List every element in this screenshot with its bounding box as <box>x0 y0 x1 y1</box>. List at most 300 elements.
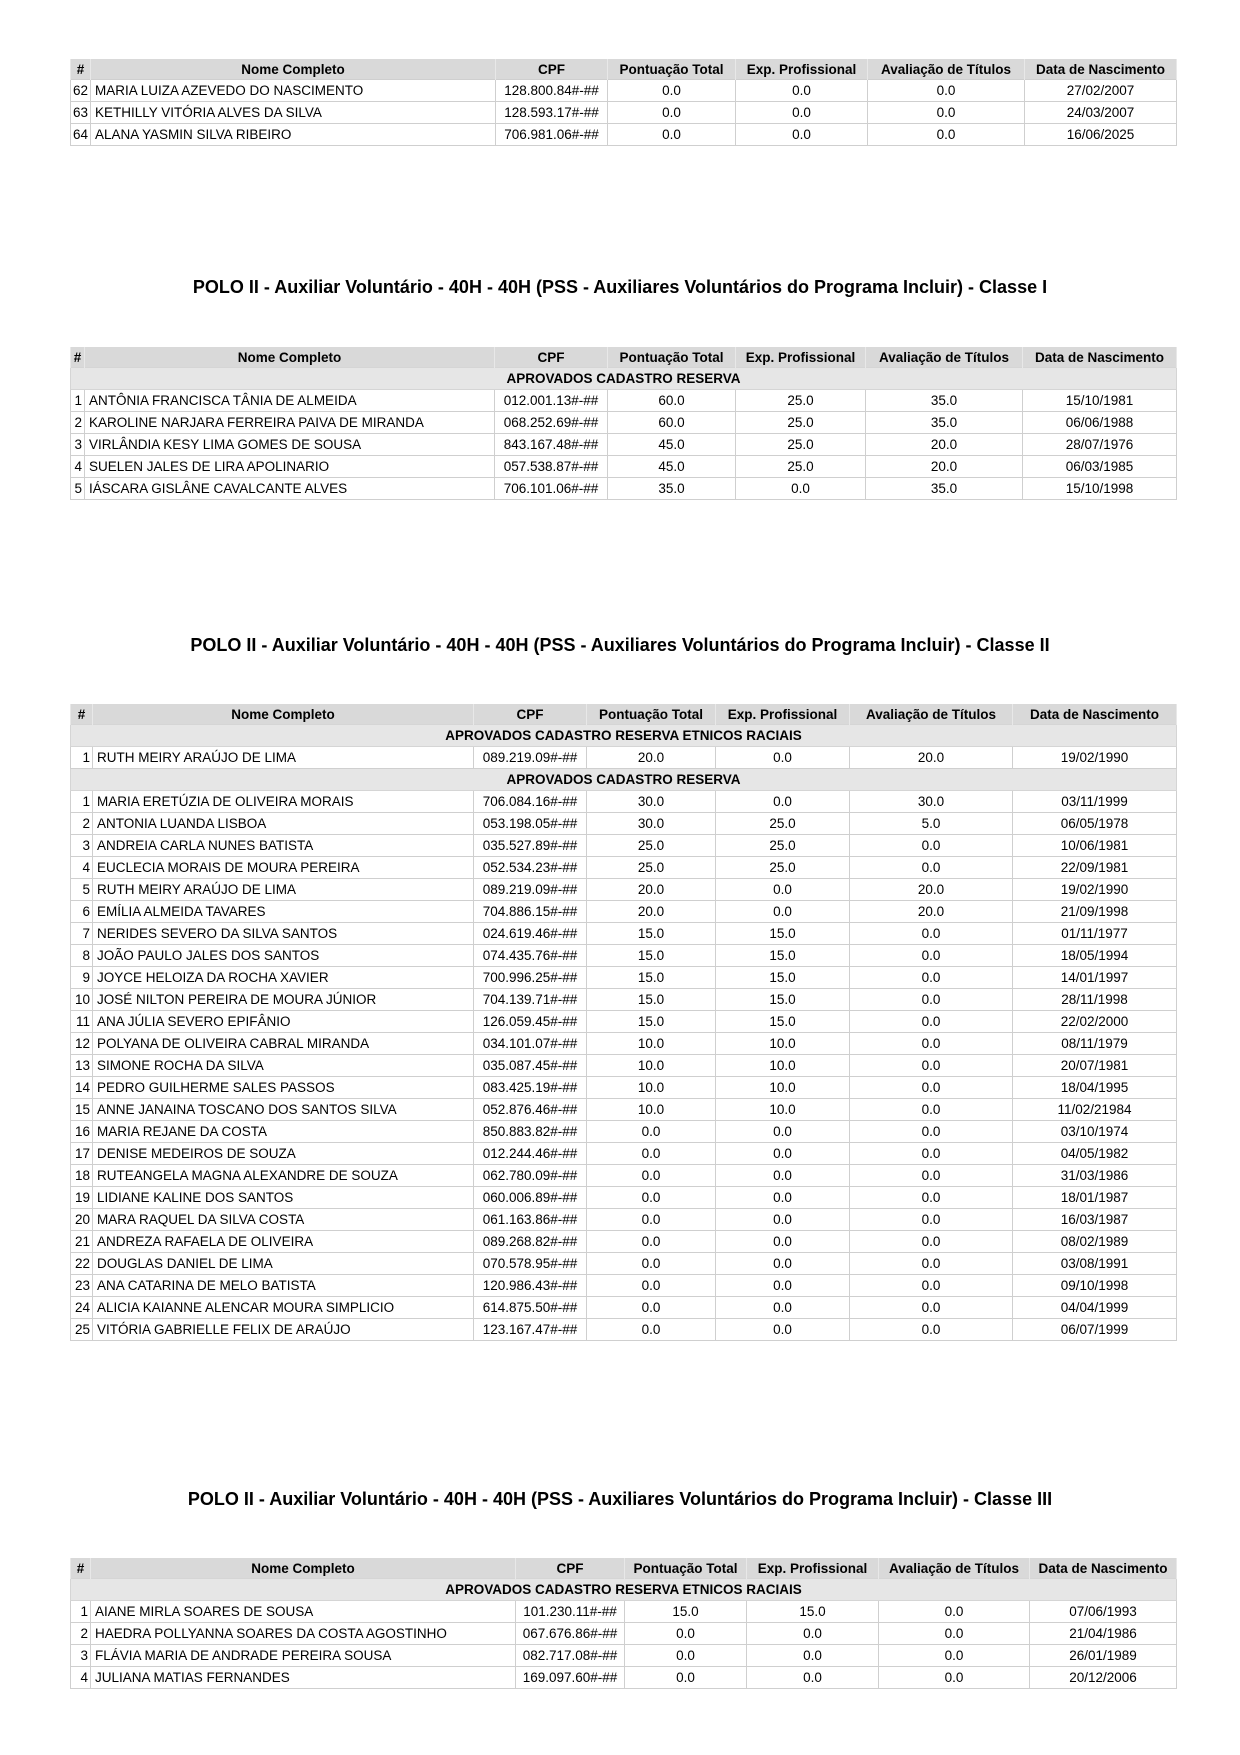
col-titulos-cell: 0.0 <box>850 1011 1013 1033</box>
col-total-cell: 15.0 <box>587 1011 716 1033</box>
col-name-header: Nome Completo <box>91 59 496 80</box>
col-total-cell: 60.0 <box>608 412 736 434</box>
col-total-cell: 0.0 <box>587 1253 716 1275</box>
col-name-header: Nome Completo <box>93 704 474 725</box>
col-name-cell: ALICIA KAIANNE ALENCAR MOURA SIMPLICIO <box>93 1297 474 1319</box>
table-row <box>71 434 1177 456</box>
table-row <box>71 456 1177 478</box>
col-total-cell: 0.0 <box>587 1275 716 1297</box>
col-cpf-cell: 089.268.82#-## <box>474 1231 587 1253</box>
col-total-cell: 10.0 <box>587 1077 716 1099</box>
section-title-classe-i: POLO II - Auxiliar Voluntário - 40H - 40H (PSS - Auxiliares Voluntários do Programa Incluir) - Classe I <box>192 277 1048 297</box>
col-exp-cell: 0.0 <box>736 478 866 500</box>
col-rank-cell: 9 <box>71 967 93 989</box>
col-rank-header: # <box>71 347 85 368</box>
table-row <box>71 945 1177 967</box>
col-titulos-cell: 20.0 <box>850 879 1013 901</box>
col-cpf-cell: 089.219.09#-## <box>474 879 587 901</box>
col-name-cell: MARIA REJANE DA COSTA <box>93 1121 474 1143</box>
col-exp-cell: 15.0 <box>716 945 850 967</box>
col-rank-cell: 1 <box>71 791 93 813</box>
col-cpf-cell: 062.780.09#-## <box>474 1165 587 1187</box>
col-rank-cell: 1 <box>71 390 85 412</box>
col-name-cell: SUELEN JALES DE LIRA APOLINARIO <box>85 456 495 478</box>
col-titulos-cell: 0.0 <box>850 1319 1013 1341</box>
col-exp-cell: 0.0 <box>736 102 868 124</box>
col-titulos-cell: 0.0 <box>850 1275 1013 1297</box>
table-row <box>71 989 1177 1011</box>
table-row <box>71 390 1177 412</box>
col-name-cell: MARIA ERETÚZIA DE OLIVEIRA MORAIS <box>93 791 474 813</box>
col-exp-cell: 0.0 <box>736 124 868 146</box>
col-nascimento-cell: 20/12/2006 <box>1030 1667 1177 1689</box>
table-row <box>71 1275 1177 1297</box>
col-name-cell: RUTH MEIRY ARAÚJO DE LIMA <box>93 747 474 769</box>
table-row <box>71 901 1177 923</box>
col-rank-cell: 13 <box>71 1055 93 1077</box>
table-row <box>71 1187 1177 1209</box>
col-name-cell: VIRLÂNDIA KESY LIMA GOMES DE SOUSA <box>85 434 495 456</box>
col-total-cell: 45.0 <box>608 434 736 456</box>
col-titulos-cell: 0.0 <box>850 1033 1013 1055</box>
col-name-cell: AIANE MIRLA SOARES DE SOUSA <box>91 1601 516 1623</box>
col-rank-cell: 24 <box>71 1297 93 1319</box>
col-cpf-cell: 089.219.09#-## <box>474 747 587 769</box>
col-nascimento-cell: 08/02/1989 <box>1013 1231 1177 1253</box>
col-exp-header: Exp. Profissional <box>747 1558 879 1579</box>
col-nascimento-cell: 21/09/1998 <box>1013 901 1177 923</box>
col-nascimento-cell: 04/04/1999 <box>1013 1297 1177 1319</box>
col-titulos-cell: 0.0 <box>850 1165 1013 1187</box>
col-exp-cell: 0.0 <box>716 1231 850 1253</box>
table-row <box>71 923 1177 945</box>
col-total-cell: 0.0 <box>587 1187 716 1209</box>
col-rank-cell: 10 <box>71 989 93 1011</box>
col-total-cell: 0.0 <box>587 1143 716 1165</box>
table-row <box>71 1209 1177 1231</box>
col-exp-cell: 15.0 <box>716 967 850 989</box>
col-total-cell: 60.0 <box>608 390 736 412</box>
col-cpf-cell: 169.097.60#-## <box>516 1667 625 1689</box>
col-nascimento-cell: 24/03/2007 <box>1025 102 1177 124</box>
col-name-cell: DENISE MEDEIROS DE SOUZA <box>93 1143 474 1165</box>
table-row <box>71 478 1177 500</box>
ranking-table-continuation <box>70 59 1176 146</box>
col-total-cell: 0.0 <box>587 1121 716 1143</box>
col-name-cell: ANA CATARINA DE MELO BATISTA <box>93 1275 474 1297</box>
col-rank-cell: 23 <box>71 1275 93 1297</box>
col-cpf-cell: 128.800.84#-## <box>496 80 608 102</box>
col-total-cell: 0.0 <box>587 1319 716 1341</box>
col-name-cell: RUTEANGELA MAGNA ALEXANDRE DE SOUZA <box>93 1165 474 1187</box>
col-titulos-cell: 0.0 <box>850 945 1013 967</box>
col-titulos-cell: 0.0 <box>879 1623 1030 1645</box>
col-name-cell: ANNE JANAINA TOSCANO DOS SANTOS SILVA <box>93 1099 474 1121</box>
results-table <box>70 59 1177 146</box>
col-titulos-cell: 0.0 <box>850 1077 1013 1099</box>
col-titulos-cell: 0.0 <box>850 1055 1013 1077</box>
col-nascimento-cell: 15/10/1998 <box>1023 478 1177 500</box>
table-header <box>71 347 1177 368</box>
col-cpf-cell: 012.001.13#-## <box>495 390 608 412</box>
col-exp-cell: 25.0 <box>716 857 850 879</box>
col-cpf-header: CPF <box>496 59 608 80</box>
col-name-cell: EMÍLIA ALMEIDA TAVARES <box>93 901 474 923</box>
col-total-cell: 0.0 <box>608 124 736 146</box>
col-rank-cell: 5 <box>71 879 93 901</box>
col-nascimento-cell: 22/09/1981 <box>1013 857 1177 879</box>
table-row <box>71 879 1177 901</box>
col-cpf-cell: 614.875.50#-## <box>474 1297 587 1319</box>
col-titulos-cell: 0.0 <box>850 967 1013 989</box>
table-row <box>71 1231 1177 1253</box>
group-label: APROVADOS CADASTRO RESERVA ETNICOS RACIAIS <box>71 725 1177 747</box>
col-name-header: Nome Completo <box>85 347 495 368</box>
table-row <box>71 1143 1177 1165</box>
col-titulos-cell: 20.0 <box>850 901 1013 923</box>
col-name-cell: EUCLECIA MORAIS DE MOURA PEREIRA <box>93 857 474 879</box>
table-header <box>71 59 1177 80</box>
col-name-cell: POLYANA DE OLIVEIRA CABRAL MIRANDA <box>93 1033 474 1055</box>
col-name-cell: KETHILLY VITÓRIA ALVES DA SILVA <box>91 102 496 124</box>
col-titulos-cell: 0.0 <box>850 989 1013 1011</box>
section-title-classe-iii: POLO II - Auxiliar Voluntário - 40H - 40H (PSS - Auxiliares Voluntários do Programa Incluir) - Classe III <box>187 1489 1053 1509</box>
col-name-cell: ANDREIA CARLA NUNES BATISTA <box>93 835 474 857</box>
col-exp-cell: 0.0 <box>716 1121 850 1143</box>
col-cpf-cell: 706.981.06#-## <box>496 124 608 146</box>
table-row <box>71 1077 1177 1099</box>
col-rank-cell: 4 <box>71 857 93 879</box>
col-nascimento-cell: 19/02/1990 <box>1013 879 1177 901</box>
col-rank-cell: 21 <box>71 1231 93 1253</box>
col-titulos-cell: 0.0 <box>850 857 1013 879</box>
col-rank-cell: 2 <box>71 412 85 434</box>
col-rank-cell: 8 <box>71 945 93 967</box>
table-row <box>71 80 1177 102</box>
col-nascimento-cell: 09/10/1998 <box>1013 1275 1177 1297</box>
col-nascimento-cell: 21/04/1986 <box>1030 1623 1177 1645</box>
col-cpf-cell: 012.244.46#-## <box>474 1143 587 1165</box>
col-total-cell: 25.0 <box>587 857 716 879</box>
col-nascimento-cell: 14/01/1997 <box>1013 967 1177 989</box>
col-name-cell: HAEDRA POLLYANNA SOARES DA COSTA AGOSTINHO <box>91 1623 516 1645</box>
col-cpf-cell: 057.538.87#-## <box>495 456 608 478</box>
col-exp-header: Exp. Profissional <box>736 59 868 80</box>
col-cpf-cell: 068.252.69#-## <box>495 412 608 434</box>
col-titulos-cell: 35.0 <box>866 390 1023 412</box>
col-titulos-cell: 0.0 <box>850 835 1013 857</box>
col-cpf-cell: 843.167.48#-## <box>495 434 608 456</box>
col-cpf-cell: 706.084.16#-## <box>474 791 587 813</box>
col-cpf-cell: 074.435.76#-## <box>474 945 587 967</box>
col-exp-cell: 0.0 <box>747 1645 879 1667</box>
col-total-cell: 15.0 <box>587 945 716 967</box>
col-cpf-cell: 035.087.45#-## <box>474 1055 587 1077</box>
col-exp-cell: 15.0 <box>716 989 850 1011</box>
col-nascimento-cell: 19/02/1990 <box>1013 747 1177 769</box>
group-row <box>71 769 1177 791</box>
col-nascimento-cell: 28/11/1998 <box>1013 989 1177 1011</box>
table-row <box>71 1121 1177 1143</box>
col-exp-cell: 0.0 <box>716 1187 850 1209</box>
col-titulos-cell: 0.0 <box>850 1121 1013 1143</box>
col-rank-header: # <box>71 704 93 725</box>
col-titulos-cell: 20.0 <box>866 434 1023 456</box>
table-header <box>71 704 1177 725</box>
table-row <box>71 1033 1177 1055</box>
col-total-cell: 20.0 <box>587 901 716 923</box>
col-nascimento-header: Data de Nascimento <box>1013 704 1177 725</box>
col-rank-cell: 1 <box>71 1601 91 1623</box>
col-rank-header: # <box>71 1558 91 1579</box>
col-name-cell: ANTÔNIA FRANCISCA TÂNIA DE ALMEIDA <box>85 390 495 412</box>
col-name-cell: MARIA LUIZA AZEVEDO DO NASCIMENTO <box>91 80 496 102</box>
table-row <box>71 1165 1177 1187</box>
col-rank-cell: 20 <box>71 1209 93 1231</box>
col-cpf-header: CPF <box>495 347 608 368</box>
col-total-cell: 30.0 <box>587 813 716 835</box>
col-name-cell: NERIDES SEVERO DA SILVA SANTOS <box>93 923 474 945</box>
table-row <box>71 102 1177 124</box>
col-titulos-cell: 30.0 <box>850 791 1013 813</box>
col-nascimento-cell: 22/02/2000 <box>1013 1011 1177 1033</box>
col-titulos-cell: 0.0 <box>868 124 1025 146</box>
col-cpf-cell: 070.578.95#-## <box>474 1253 587 1275</box>
col-titulos-cell: 0.0 <box>850 1253 1013 1275</box>
col-total-cell: 45.0 <box>608 456 736 478</box>
col-total-cell: 20.0 <box>587 879 716 901</box>
col-exp-cell: 15.0 <box>716 923 850 945</box>
col-exp-cell: 0.0 <box>736 80 868 102</box>
col-name-cell: JULIANA MATIAS FERNANDES <box>91 1667 516 1689</box>
col-total-header: Pontuação Total <box>608 347 736 368</box>
table-row <box>71 1623 1177 1645</box>
col-titulos-header: Avaliação de Títulos <box>850 704 1013 725</box>
col-total-header: Pontuação Total <box>608 59 736 80</box>
col-total-cell: 0.0 <box>608 80 736 102</box>
col-total-cell: 30.0 <box>587 791 716 813</box>
col-exp-cell: 0.0 <box>716 747 850 769</box>
col-nascimento-cell: 18/04/1995 <box>1013 1077 1177 1099</box>
col-name-cell: ALANA YASMIN SILVA RIBEIRO <box>91 124 496 146</box>
col-rank-cell: 3 <box>71 434 85 456</box>
table-row <box>71 124 1177 146</box>
col-nascimento-cell: 27/02/2007 <box>1025 80 1177 102</box>
table-row <box>71 1645 1177 1667</box>
col-titulos-header: Avaliação de Títulos <box>879 1558 1030 1579</box>
col-cpf-cell: 034.101.07#-## <box>474 1033 587 1055</box>
col-name-cell: ANA JÚLIA SEVERO EPIFÂNIO <box>93 1011 474 1033</box>
col-titulos-cell: 20.0 <box>850 747 1013 769</box>
col-rank-cell: 25 <box>71 1319 93 1341</box>
col-exp-cell: 25.0 <box>736 434 866 456</box>
col-cpf-cell: 101.230.11#-## <box>516 1601 625 1623</box>
col-titulos-cell: 35.0 <box>866 478 1023 500</box>
col-total-cell: 0.0 <box>608 102 736 124</box>
col-cpf-cell: 704.886.15#-## <box>474 901 587 923</box>
col-exp-cell: 0.0 <box>747 1667 879 1689</box>
col-titulos-cell: 0.0 <box>868 102 1025 124</box>
col-cpf-cell: 126.059.45#-## <box>474 1011 587 1033</box>
results-table <box>70 704 1177 1341</box>
ranking-table-classe-i <box>70 347 1176 500</box>
col-exp-cell: 25.0 <box>736 456 866 478</box>
col-total-cell: 0.0 <box>587 1165 716 1187</box>
col-cpf-cell: 128.593.17#-## <box>496 102 608 124</box>
col-nascimento-cell: 03/08/1991 <box>1013 1253 1177 1275</box>
col-rank-cell: 2 <box>71 813 93 835</box>
col-cpf-cell: 700.996.25#-## <box>474 967 587 989</box>
col-rank-cell: 12 <box>71 1033 93 1055</box>
col-nascimento-cell: 06/07/1999 <box>1013 1319 1177 1341</box>
col-rank-cell: 18 <box>71 1165 93 1187</box>
col-total-cell: 15.0 <box>587 967 716 989</box>
table-row <box>71 1099 1177 1121</box>
col-total-header: Pontuação Total <box>625 1558 747 1579</box>
col-total-cell: 0.0 <box>625 1667 747 1689</box>
col-nascimento-header: Data de Nascimento <box>1023 347 1177 368</box>
col-total-cell: 0.0 <box>625 1645 747 1667</box>
col-rank-cell: 14 <box>71 1077 93 1099</box>
col-name-cell: IÁSCARA GISLÂNE CAVALCANTE ALVES <box>85 478 495 500</box>
col-exp-cell: 0.0 <box>716 1143 850 1165</box>
col-nascimento-cell: 04/05/1982 <box>1013 1143 1177 1165</box>
col-rank-cell: 5 <box>71 478 85 500</box>
table-row <box>71 791 1177 813</box>
col-total-cell: 0.0 <box>587 1231 716 1253</box>
col-exp-cell: 0.0 <box>716 1275 850 1297</box>
col-exp-cell: 10.0 <box>716 1099 850 1121</box>
col-cpf-cell: 053.198.05#-## <box>474 813 587 835</box>
col-cpf-cell: 704.139.71#-## <box>474 989 587 1011</box>
col-cpf-cell: 082.717.08#-## <box>516 1645 625 1667</box>
table-row <box>71 835 1177 857</box>
col-titulos-header: Avaliação de Títulos <box>868 59 1025 80</box>
col-rank-cell: 16 <box>71 1121 93 1143</box>
ranking-table-classe-iii <box>70 1558 1176 1689</box>
col-exp-cell: 0.0 <box>716 791 850 813</box>
col-rank-cell: 62 <box>71 80 91 102</box>
col-name-cell: JOSÉ NILTON PEREIRA DE MOURA JÚNIOR <box>93 989 474 1011</box>
section-title-classe-ii: POLO II - Auxiliar Voluntário - 40H - 40H (PSS - Auxiliares Voluntários do Programa Incluir) - Classe II <box>190 635 1050 655</box>
col-rank-cell: 3 <box>71 835 93 857</box>
col-name-cell: RUTH MEIRY ARAÚJO DE LIMA <box>93 879 474 901</box>
col-cpf-cell: 706.101.06#-## <box>495 478 608 500</box>
col-nascimento-cell: 08/11/1979 <box>1013 1033 1177 1055</box>
col-titulos-cell: 0.0 <box>850 1209 1013 1231</box>
col-titulos-cell: 0.0 <box>850 1187 1013 1209</box>
col-titulos-header: Avaliação de Títulos <box>866 347 1023 368</box>
col-cpf-cell: 035.527.89#-## <box>474 835 587 857</box>
col-name-cell: ANDREZA RAFAELA DE OLIVEIRA <box>93 1231 474 1253</box>
col-nascimento-cell: 07/06/1993 <box>1030 1601 1177 1623</box>
col-cpf-cell: 123.167.47#-## <box>474 1319 587 1341</box>
table-row <box>71 967 1177 989</box>
col-exp-cell: 0.0 <box>716 1319 850 1341</box>
col-rank-cell: 11 <box>71 1011 93 1033</box>
col-name-header: Nome Completo <box>91 1558 516 1579</box>
col-exp-cell: 0.0 <box>716 901 850 923</box>
col-total-cell: 0.0 <box>587 1209 716 1231</box>
col-rank-cell: 63 <box>71 102 91 124</box>
col-name-cell: ANTONIA LUANDA LISBOA <box>93 813 474 835</box>
col-name-cell: KAROLINE NARJARA FERREIRA PAIVA DE MIRANDA <box>85 412 495 434</box>
col-cpf-cell: 024.619.46#-## <box>474 923 587 945</box>
col-nascimento-cell: 10/06/1981 <box>1013 835 1177 857</box>
col-nascimento-cell: 20/07/1981 <box>1013 1055 1177 1077</box>
col-rank-cell: 7 <box>71 923 93 945</box>
col-nascimento-cell: 28/07/1976 <box>1023 434 1177 456</box>
table-row <box>71 813 1177 835</box>
col-exp-cell: 25.0 <box>716 835 850 857</box>
group-row <box>71 725 1177 747</box>
table-row <box>71 1319 1177 1341</box>
col-nascimento-cell: 11/02/21984 <box>1013 1099 1177 1121</box>
col-name-cell: PEDRO GUILHERME SALES PASSOS <box>93 1077 474 1099</box>
table-row <box>71 747 1177 769</box>
group-row <box>71 368 1177 390</box>
col-nascimento-cell: 06/06/1988 <box>1023 412 1177 434</box>
col-titulos-cell: 0.0 <box>879 1601 1030 1623</box>
col-rank-cell: 1 <box>71 747 93 769</box>
col-total-cell: 10.0 <box>587 1055 716 1077</box>
col-titulos-cell: 0.0 <box>850 923 1013 945</box>
col-name-cell: JOYCE HELOIZA DA ROCHA XAVIER <box>93 967 474 989</box>
group-label: APROVADOS CADASTRO RESERVA <box>71 368 1177 390</box>
col-titulos-cell: 5.0 <box>850 813 1013 835</box>
col-nascimento-cell: 31/03/1986 <box>1013 1165 1177 1187</box>
col-nascimento-cell: 03/10/1974 <box>1013 1121 1177 1143</box>
col-total-cell: 15.0 <box>625 1601 747 1623</box>
col-name-cell: JOÃO PAULO JALES DOS SANTOS <box>93 945 474 967</box>
col-nascimento-header: Data de Nascimento <box>1025 59 1177 80</box>
col-rank-cell: 17 <box>71 1143 93 1165</box>
col-nascimento-cell: 18/01/1987 <box>1013 1187 1177 1209</box>
table-row <box>71 1011 1177 1033</box>
col-rank-cell: 4 <box>71 1667 91 1689</box>
col-total-cell: 25.0 <box>587 835 716 857</box>
table-row <box>71 412 1177 434</box>
results-table <box>70 1558 1177 1689</box>
results-table <box>70 347 1177 500</box>
col-exp-cell: 25.0 <box>736 390 866 412</box>
col-name-cell: FLÁVIA MARIA DE ANDRADE PEREIRA SOUSA <box>91 1645 516 1667</box>
col-total-cell: 35.0 <box>608 478 736 500</box>
col-nascimento-cell: 15/10/1981 <box>1023 390 1177 412</box>
col-titulos-cell: 20.0 <box>866 456 1023 478</box>
group-row <box>71 1579 1177 1601</box>
col-exp-cell: 15.0 <box>716 1011 850 1033</box>
ranking-table-classe-ii <box>70 704 1176 1341</box>
col-exp-header: Exp. Profissional <box>716 704 850 725</box>
col-cpf-cell: 120.986.43#-## <box>474 1275 587 1297</box>
table-row <box>71 1055 1177 1077</box>
col-rank-cell: 2 <box>71 1623 91 1645</box>
col-rank-cell: 64 <box>71 124 91 146</box>
col-exp-cell: 0.0 <box>747 1623 879 1645</box>
table-row <box>71 1253 1177 1275</box>
col-exp-cell: 0.0 <box>716 1209 850 1231</box>
col-exp-cell: 10.0 <box>716 1055 850 1077</box>
col-exp-cell: 0.0 <box>716 879 850 901</box>
col-titulos-cell: 35.0 <box>866 412 1023 434</box>
col-name-cell: MARA RAQUEL DA SILVA COSTA <box>93 1209 474 1231</box>
table-row <box>71 857 1177 879</box>
col-titulos-cell: 0.0 <box>879 1645 1030 1667</box>
col-total-cell: 10.0 <box>587 1033 716 1055</box>
col-cpf-header: CPF <box>516 1558 625 1579</box>
col-rank-cell: 6 <box>71 901 93 923</box>
